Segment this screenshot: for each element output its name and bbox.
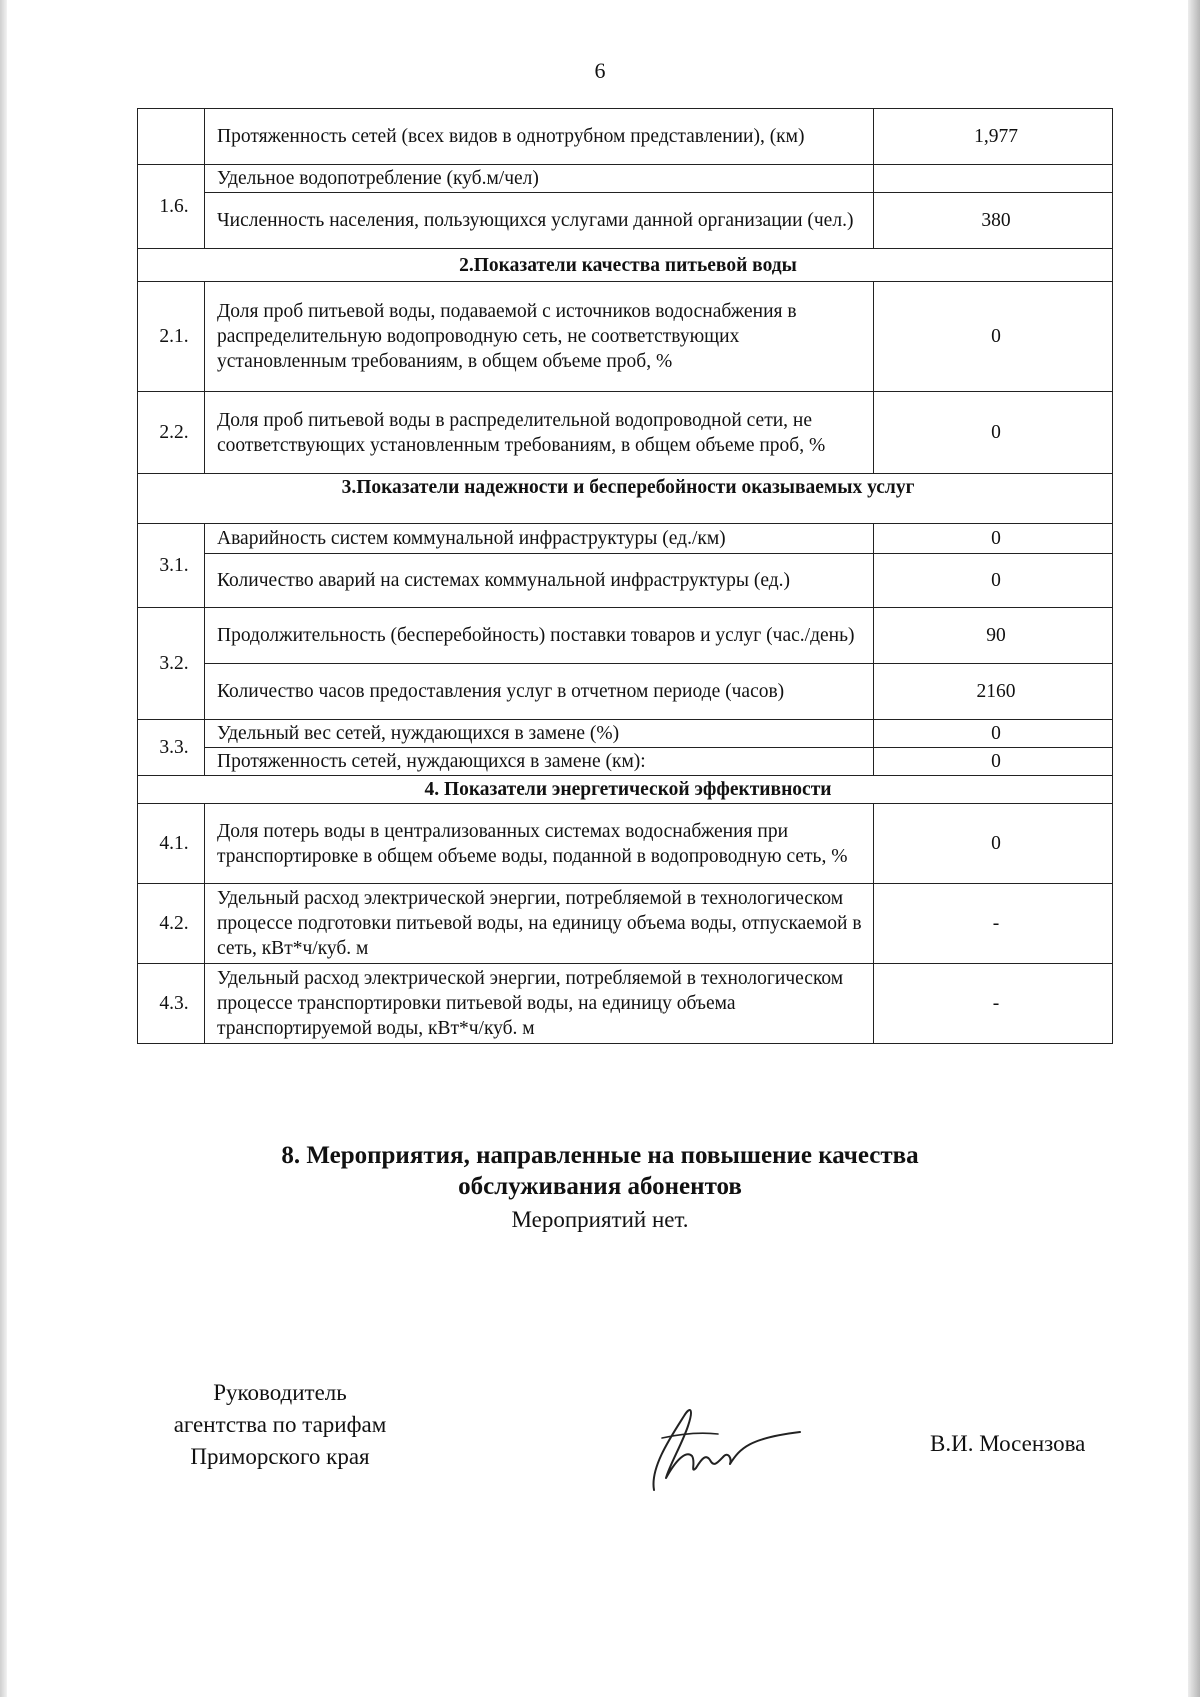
row-label: Доля проб питьевой воды, подаваемой с источников водоснабжения в распределительную водопроводную сеть, не соответствующих установленным требованиям, в общем объеме проб, % [205, 282, 874, 392]
row-label: Количество аварий на системах коммунальной инфраструктуры (ед.) [205, 554, 874, 608]
section-title: 2.Показатели качества питьевой воды [138, 249, 1113, 282]
table-row [138, 282, 1113, 392]
section-8-title-line2: обслуживания абонентов [458, 1173, 742, 1200]
signer-role-line3: Приморского края [190, 1444, 370, 1469]
row-number [138, 109, 205, 165]
section-8-title-line1: 8. Мероприятия, направленные на повышение качества [281, 1142, 919, 1169]
table-row [138, 608, 1113, 664]
table-row [138, 884, 1113, 964]
section-title: 4. Показатели энергетической эффективности [138, 776, 1113, 804]
table-row [138, 109, 1113, 165]
row-value: 0 [874, 392, 1113, 474]
row-label: Удельный расход электрической энергии, потребляемой в технологическом процессе транспортировки питьевой воды, на единицу объема транспортируемой воды, кВт*ч/куб. м [205, 964, 874, 1044]
table-row [138, 804, 1113, 884]
table-row [138, 664, 1113, 720]
row-number: 2.2. [138, 392, 205, 474]
row-number: 1.6. [138, 165, 205, 249]
section-header-row [138, 249, 1113, 282]
signer-name: В.И. Мосензова [930, 1431, 1086, 1456]
section-header-row [138, 776, 1113, 804]
table-row [138, 392, 1113, 474]
row-value: 90 [874, 608, 1113, 664]
table-row [138, 964, 1113, 1044]
row-value: 0 [874, 524, 1113, 554]
row-number: 4.1. [138, 804, 205, 884]
row-label: Доля проб питьевой воды в распределительной водопроводной сети, не соответствующих установленным требованиям, в общем объеме проб, % [205, 392, 874, 474]
row-label: Продолжительность (бесперебойность) поставки товаров и услуг (час./день) [205, 608, 874, 664]
table-row [138, 193, 1113, 249]
table-row [138, 165, 1113, 193]
row-label: Удельное водопотребление (куб.м/чел) [205, 165, 874, 193]
table-row [138, 720, 1113, 748]
row-value [874, 165, 1113, 193]
row-value: 380 [874, 193, 1113, 249]
signer-role-line1: Руководитель [213, 1380, 347, 1405]
row-number: 4.2. [138, 884, 205, 964]
row-value: 0 [874, 720, 1113, 748]
handwritten-signature [640, 1398, 810, 1498]
row-label: Удельный вес сетей, нуждающихся в замене (%) [205, 720, 874, 748]
row-value: 0 [874, 748, 1113, 776]
row-label: Протяженность сетей (всех видов в однотрубном представлении), (км) [205, 109, 874, 165]
page-number: 6 [594, 58, 606, 83]
no-measures-text: Мероприятий нет. [511, 1207, 689, 1232]
section-8-heading [0, 1140, 1200, 1202]
row-value: - [874, 884, 1113, 964]
row-value: 1,977 [874, 109, 1113, 165]
table-row [138, 748, 1113, 776]
section-title: 3.Показатели надежности и бесперебойности оказываемых услуг [138, 474, 1113, 524]
scan-edge-left [0, 0, 7, 1697]
row-number: 4.3. [138, 964, 205, 1044]
row-label: Доля потерь воды в централизованных системах водоснабжения при транспортировке в общем объеме воды, поданной в водопроводную сеть, % [205, 804, 874, 884]
row-number: 3.3. [138, 720, 205, 776]
indicators-table [137, 108, 1113, 1044]
signature-scribble [640, 1398, 810, 1498]
row-value: 0 [874, 804, 1113, 884]
row-value: - [874, 964, 1113, 1044]
section-header-row [138, 474, 1113, 524]
row-number: 3.2. [138, 608, 205, 720]
signer-role-line2: агентства по тарифам [173, 1412, 387, 1437]
table-row [138, 524, 1113, 554]
row-number: 2.1. [138, 282, 205, 392]
row-label: Численность населения, пользующихся услугами данной организации (чел.) [205, 193, 874, 249]
row-label: Протяженность сетей, нуждающихся в замене (км): [205, 748, 874, 776]
row-value: 2160 [874, 664, 1113, 720]
row-label: Аварийность систем коммунальной инфраструктуры (ед./км) [205, 524, 874, 554]
row-label: Количество часов предоставления услуг в отчетном периоде (часов) [205, 664, 874, 720]
scan-edge-right [1188, 0, 1200, 1697]
row-label: Удельный расход электрической энергии, потребляемой в технологическом процессе подготовки питьевой воды, на единицу объема воды, отпускаемой в сеть, кВт*ч/куб. м [205, 884, 874, 964]
table-row [138, 554, 1113, 608]
row-value: 0 [874, 554, 1113, 608]
signer-position [130, 1377, 430, 1473]
row-value: 0 [874, 282, 1113, 392]
row-number: 3.1. [138, 524, 205, 608]
